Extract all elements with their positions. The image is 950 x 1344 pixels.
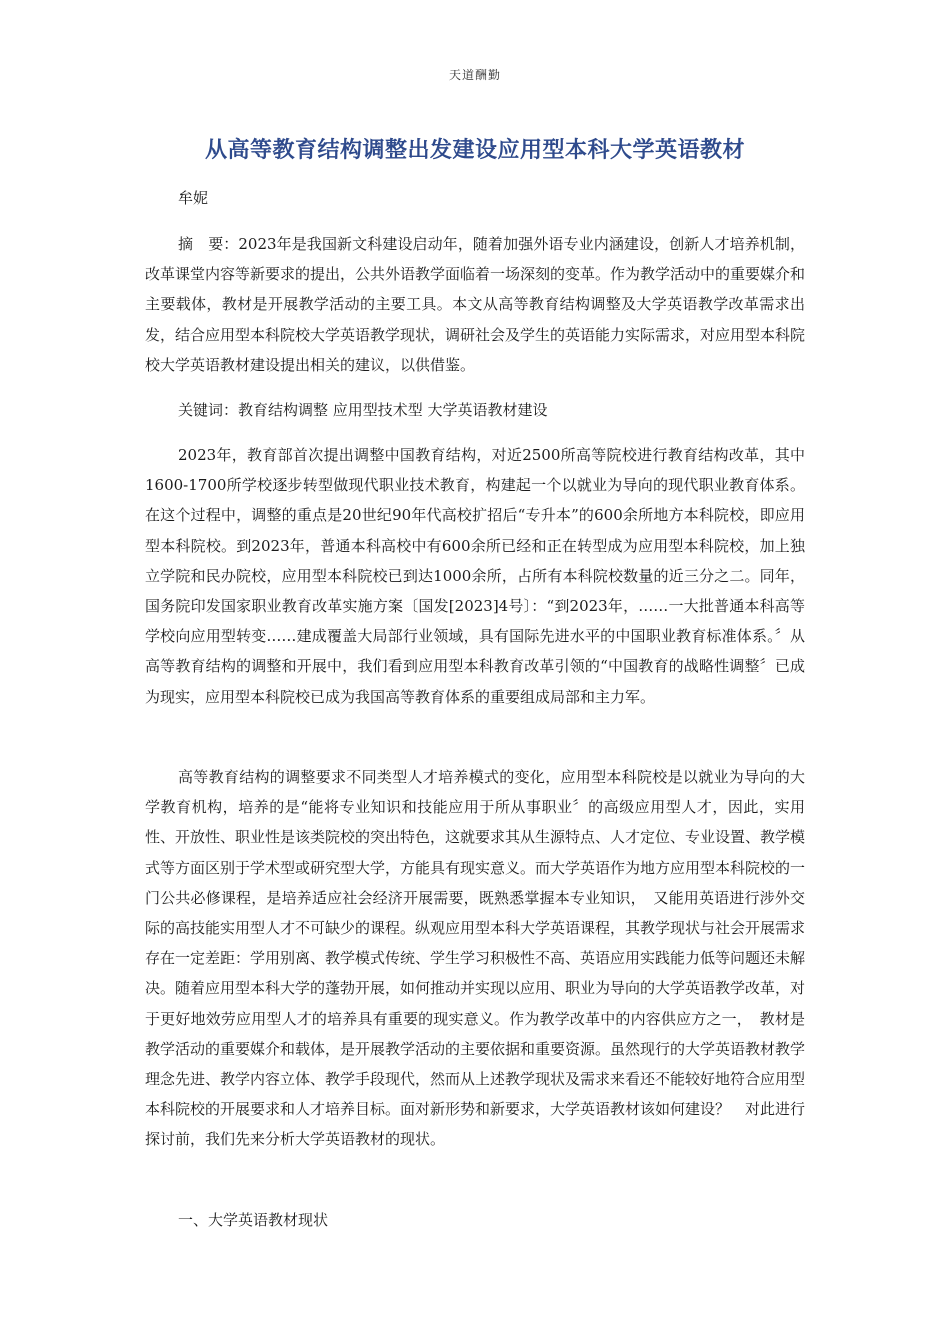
- body-paragraph: 2023年，教育部首次提出调整中国教育结构，对近2500所高等院校进行教育结构改革，其中1600-1700所学校逐步转型做现代职业技术教育，构建起一个以就业为导向的现代职业教育体系。在这个过程中，调整的重点是20世纪90年代高校扩招后“专升本”的600余所地方本科院校，即应用型本科院校。到2023年，普通本科高校中有600余所已经和正在转型成为应用型本科院校，加上独立学院和民办院校，应用型本科院校已到达1000余所，占所有本科院校数量的近三分之二。同年，国务院印发国家职业教育改革实施方案〔国发[2023]4号〕：“到2023年，……一大批普通本科高等学校向应用型转变……建成覆盖大局部行业领域，具有国际先进水平的中国职业教育标准体系。〞从高等教育结构的调整和开展中，我们看到应用型本科教育改革引领的“中国教育的战略性调整〞已成为现实，应用型本科院校已成为我国高等教育体系的重要组成局部和主力军。: [145, 446, 805, 706]
- section-heading: 一、大学英语教材现状: [178, 1211, 329, 1229]
- section-heading-block: [145, 1205, 805, 1235]
- abstract-text: 摘 要：2023年是我国新文科建设启动年，随着加强外语专业内涵建设，创新人才培养机制，改革课堂内容等新要求的提出，公共外语教学面临着一场深刻的变革。作为教学活动中的重要媒介和主要载体，教材是开展教学活动的主要工具。本文从高等教育结构调整及大学英语教学改革需求出发，结合应用型本科院校大学英语教学现状，调研社会及学生的英语能力实际需求，对应用型本科院校大学英语教材建设提出相关的建议，以供借鉴。: [145, 235, 806, 374]
- keywords-text: 关键词：教育结构调整 应用型技术型 大学英语教材建设: [178, 401, 548, 419]
- body-paragraph: 高等教育结构的调整要求不同类型人才培养模式的变化，应用型本科院校是以就业为导向的大学教育机构，培养的是“能将专业知识和技能应用于所从事职业〞的高级应用型人才，因此，实用性、开放性、职业性是该类院校的突出特色，这就要求其从生源特点、人才定位、专业设置、教学模式等方面区别于学术型或研究型大学，方能具有现实意义。而大学英语作为地方应用型本科院校的一门公共必修课程，是培养适应社会经济开展需要，既熟悉掌握本专业知识， 又能用英语进行涉外交际的高技能实用型人才不可缺少的课程。纵观应用型本科大学英语课程，其教学现状与社会开展需求存在一定差距：学用别离、教学模式传统、学生学习积极性不高、英语应用实践能力低等问题还未解决。随着应用型本科大学的蓬勃开展，如何推动并实现以应用、职业为导向的大学英语教学改革，对于更好地效劳应用型人才的培养具有重要的现实意义。作为教学改革中的内容供应方之一， 教材是教学活动的重要媒介和载体，是开展教学活动的主要依据和重要资源。虽然现行的大学英语教材教学理念先进、教学内容立体、教学手段现代，然而从上述教学现状及需求来看还不能较好地符合应用型本科院校的开展要求和人才培养目标。面对新形势和新要求，大学英语教材该如何建设？ 对此进行探讨前，我们先来分析大学英语教材的现状。: [145, 768, 806, 1149]
- header-mark: 天道酬勤: [448, 68, 501, 82]
- paragraph-block: [145, 440, 805, 712]
- keywords-block: [145, 395, 805, 425]
- author-name: 牟妮: [178, 189, 209, 207]
- article-title: 从高等教育结构调整出发建设应用型本科大学英语教材: [204, 138, 745, 163]
- paragraph-block: [145, 762, 805, 1155]
- abstract-block: [145, 229, 805, 380]
